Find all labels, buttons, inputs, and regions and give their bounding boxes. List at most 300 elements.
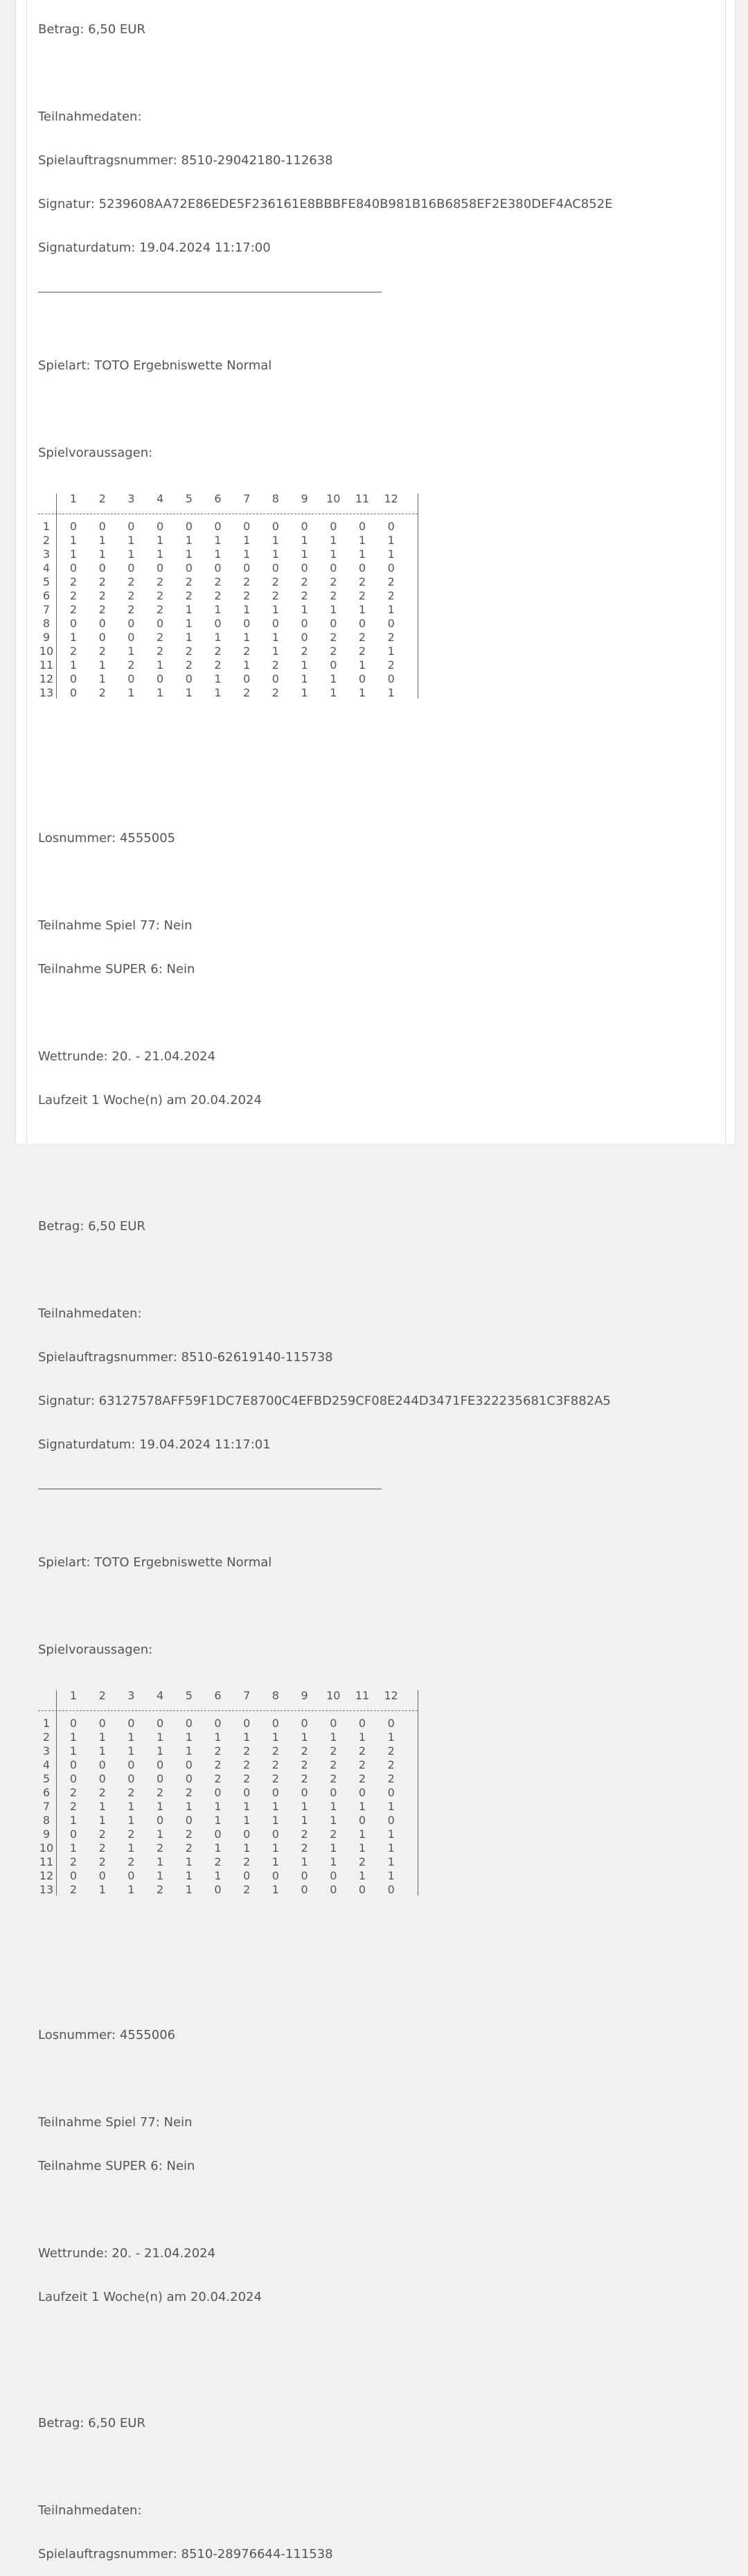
table-left-border [56, 1690, 57, 1895]
table-cell: 2 [157, 575, 164, 588]
table-cell: 0 [358, 1786, 366, 1799]
column-header: 7 [243, 492, 251, 505]
table-cell: 2 [98, 686, 106, 699]
column-header: 2 [98, 492, 106, 505]
row-number: 13 [39, 1883, 54, 1896]
dashed-rule [38, 1710, 418, 1711]
table-row [38, 1717, 426, 1731]
table-cell: 2 [185, 589, 193, 602]
row-number: 2 [42, 1731, 51, 1744]
table-cell: 1 [185, 603, 193, 616]
column-header: 10 [326, 492, 341, 505]
table-cell: 1 [387, 1731, 395, 1744]
table-cell: 1 [127, 534, 135, 547]
table-cell: 0 [214, 617, 222, 630]
column-header: 11 [355, 1689, 370, 1702]
table-cell: 1 [69, 1731, 78, 1744]
table-cell: 1 [301, 658, 308, 672]
column-header: 8 [271, 492, 279, 505]
table-cell: 0 [301, 1717, 308, 1730]
table-row [38, 561, 426, 575]
table-cell: 1 [185, 534, 193, 547]
row-number: 6 [42, 589, 51, 602]
table-cell: 0 [330, 658, 337, 672]
table-cell: 1 [301, 1814, 308, 1827]
table-row [38, 534, 426, 547]
spielart: Spielart: TOTO Ergebniswette Normal [38, 1555, 272, 1570]
table-cell: 2 [243, 645, 251, 658]
table-header-row [38, 1689, 426, 1704]
table-cell: 2 [330, 1772, 337, 1785]
row-number: 10 [39, 645, 54, 658]
table-cell: 1 [271, 603, 279, 616]
table-cell: 1 [358, 658, 366, 672]
table-cell: 0 [69, 617, 78, 630]
table-cell: 2 [358, 645, 366, 658]
table-cell: 0 [157, 561, 164, 575]
spielauftragsnummer: Spielauftragsnummer: 8510-62619140-115738 [38, 1350, 333, 1365]
table-cell: 1 [243, 603, 251, 616]
table-cell: 1 [271, 1800, 279, 1813]
table-row [38, 1869, 426, 1883]
table-cell: 2 [387, 589, 395, 602]
table-cell: 2 [387, 658, 395, 672]
table-row [38, 1772, 426, 1786]
table-cell: 1 [98, 1744, 106, 1758]
table-cell: 2 [69, 603, 78, 616]
row-number: 8 [42, 617, 51, 630]
table-cell: 1 [330, 603, 337, 616]
spiel77-participation: Teilnahme Spiel 77: Nein [38, 918, 193, 933]
table-cell: 1 [271, 534, 279, 547]
table-cell: 1 [157, 547, 164, 561]
table-cell: 2 [243, 1883, 251, 1896]
table-cell: 1 [358, 1828, 366, 1841]
table-cell: 1 [301, 1855, 308, 1868]
table-cell: 1 [127, 1814, 135, 1827]
table-cell: 0 [69, 520, 78, 533]
table-cell: 0 [301, 561, 308, 575]
table-cell: 2 [214, 1744, 222, 1758]
table-cell: 1 [98, 1800, 106, 1813]
table-cell: 1 [127, 1883, 135, 1896]
table-cell: 0 [185, 1772, 193, 1785]
table-row [38, 1814, 426, 1828]
table-cell: 0 [69, 672, 78, 685]
table-cell: 2 [243, 1855, 251, 1868]
table-cell: 2 [271, 575, 279, 588]
table-cell: 1 [243, 1841, 251, 1855]
table-cell: 2 [301, 645, 308, 658]
table-cell: 1 [214, 547, 222, 561]
table-cell: 0 [243, 1786, 251, 1799]
table-cell: 0 [301, 1869, 308, 1882]
losnummer: Losnummer: 4555006 [38, 2028, 176, 2042]
table-cell: 1 [185, 1731, 193, 1744]
table-cell: 2 [98, 589, 106, 602]
table-cell: 0 [358, 1814, 366, 1827]
table-cell: 2 [69, 1883, 78, 1896]
table-cell: 0 [127, 561, 135, 575]
table-cell: 2 [214, 658, 222, 672]
table-cell: 1 [185, 1869, 193, 1882]
column-header: 4 [157, 492, 164, 505]
table-cell: 1 [185, 1883, 193, 1896]
table-rule [38, 507, 426, 520]
table-cell: 0 [185, 1814, 193, 1827]
table-cell: 1 [214, 1800, 222, 1813]
table-cell: 1 [330, 1841, 337, 1855]
table-cell: 2 [243, 1758, 251, 1771]
table-cell: 2 [69, 1855, 78, 1868]
table-cell: 1 [98, 658, 106, 672]
row-number: 5 [42, 575, 51, 588]
table-cell: 2 [127, 1828, 135, 1841]
table-cell: 2 [157, 589, 164, 602]
table-cell: 2 [301, 1744, 308, 1758]
table-cell: 0 [271, 1717, 279, 1730]
table-cell: 0 [358, 672, 366, 685]
table-cell: 0 [330, 1786, 337, 1799]
table-cell: 1 [214, 1814, 222, 1827]
table-cell: 1 [157, 1855, 164, 1868]
table-cell: 0 [387, 561, 395, 575]
table-row [38, 603, 426, 617]
teilnahmedaten-label: Teilnahmedaten: [38, 109, 142, 124]
column-header: 3 [127, 492, 135, 505]
table-cell: 2 [157, 1883, 164, 1896]
table-cell: 2 [330, 1828, 337, 1841]
table-cell: 0 [330, 1717, 337, 1730]
row-number: 4 [42, 561, 51, 575]
row-number: 7 [42, 603, 51, 616]
table-row [38, 1731, 426, 1744]
table-cell: 0 [69, 1717, 78, 1730]
column-header: 9 [301, 1689, 308, 1702]
table-cell: 0 [185, 561, 193, 575]
table-cell: 1 [301, 547, 308, 561]
table-cell: 0 [157, 1772, 164, 1785]
table-cell: 1 [69, 631, 78, 644]
table-cell: 2 [214, 575, 222, 588]
signatur: Signatur: 63127578AFF59F1DC7E8700C4EFBD259CF08E244D3471FE322235681C3F882A5 [38, 1394, 611, 1408]
table-cell: 0 [214, 561, 222, 575]
table-cell: 1 [127, 645, 135, 658]
signaturdatum: Signaturdatum: 19.04.2024 11:17:00 [38, 240, 271, 255]
table-cell: 2 [243, 575, 251, 588]
row-number: 9 [42, 1828, 51, 1841]
table-cell: 1 [185, 617, 193, 630]
table-cell: 0 [387, 1814, 395, 1827]
spielauftragsnummer: Spielauftragsnummer: 8510-29042180-112638 [38, 153, 333, 168]
table-cell: 0 [157, 1814, 164, 1827]
table-cell: 0 [243, 672, 251, 685]
table-cell: 2 [358, 589, 366, 602]
table-cell: 0 [358, 1717, 366, 1730]
table-cell: 2 [387, 1772, 395, 1785]
table-cell: 1 [214, 631, 222, 644]
table-cell: 0 [271, 561, 279, 575]
row-number: 7 [42, 1800, 51, 1813]
row-number: 11 [39, 1855, 54, 1868]
column-header: 2 [98, 1689, 106, 1702]
table-cell: 1 [127, 1744, 135, 1758]
table-cell: 2 [98, 1841, 106, 1855]
table-cell: 1 [98, 1731, 106, 1744]
table-cell: 2 [358, 1758, 366, 1771]
table-cell: 1 [69, 547, 78, 561]
table-row [38, 1855, 426, 1869]
table-cell: 1 [271, 631, 279, 644]
betrag-line: Betrag: 6,50 EUR [38, 1219, 145, 1234]
table-cell: 2 [330, 631, 337, 644]
table-cell: 0 [98, 617, 106, 630]
table-row [38, 547, 426, 561]
table-cell: 2 [69, 645, 78, 658]
table-cell: 1 [243, 631, 251, 644]
table-cell: 2 [330, 575, 337, 588]
table-cell: 1 [69, 1814, 78, 1827]
column-header: 10 [326, 1689, 341, 1702]
losnummer: Losnummer: 4555005 [38, 831, 176, 845]
table-cell: 1 [69, 1744, 78, 1758]
table-cell: 2 [271, 589, 279, 602]
table-cell: 2 [243, 1744, 251, 1758]
table-cell: 0 [214, 1717, 222, 1730]
table-cell: 2 [98, 1828, 106, 1841]
table-cell: 2 [69, 1800, 78, 1813]
table-cell: 0 [271, 617, 279, 630]
teilnahmedaten-label: Teilnahmedaten: [38, 2503, 142, 2518]
table-row [38, 1744, 426, 1758]
table-cell: 1 [127, 1731, 135, 1744]
table-cell: 1 [301, 1731, 308, 1744]
row-number: 4 [42, 1758, 51, 1771]
table-cell: 2 [69, 575, 78, 588]
table-cell: 1 [214, 1869, 222, 1882]
table-cell: 1 [330, 547, 337, 561]
table-cell: 1 [301, 534, 308, 547]
table-cell: 2 [185, 1786, 193, 1799]
table-cell: 0 [243, 520, 251, 533]
table-cell: 0 [271, 672, 279, 685]
table-cell: 2 [387, 1758, 395, 1771]
row-number: 6 [42, 1786, 51, 1799]
table-row [38, 658, 426, 672]
table-cell: 0 [127, 520, 135, 533]
table-cell: 0 [69, 1772, 78, 1785]
table-cell: 2 [98, 645, 106, 658]
table-cell: 1 [214, 534, 222, 547]
table-cell: 0 [157, 672, 164, 685]
table-cell: 0 [185, 520, 193, 533]
row-number: 1 [42, 520, 51, 533]
table-cell: 1 [358, 603, 366, 616]
table-cell: 0 [243, 1869, 251, 1882]
table-cell: 1 [271, 1731, 279, 1744]
table-cell: 0 [358, 1883, 366, 1896]
table-cell: 1 [387, 686, 395, 699]
table-cell: 1 [387, 534, 395, 547]
table-cell: 0 [271, 1869, 279, 1882]
table-cell: 0 [185, 672, 193, 685]
table-cell: 0 [243, 561, 251, 575]
table-row [38, 1800, 426, 1814]
table-cell: 1 [330, 1814, 337, 1827]
laufzeit: Laufzeit 1 Woche(n) am 20.04.2024 [38, 1093, 262, 1107]
column-header: 11 [355, 492, 370, 505]
table-cell: 1 [69, 1841, 78, 1855]
table-cell: 2 [330, 589, 337, 602]
table-cell: 2 [157, 1786, 164, 1799]
table-cell: 1 [243, 547, 251, 561]
table-cell: 2 [243, 686, 251, 699]
table-row [38, 589, 426, 603]
table-cell: 1 [98, 672, 106, 685]
table-rule [38, 1704, 426, 1717]
table-cell: 2 [69, 589, 78, 602]
table-cell: 0 [330, 617, 337, 630]
wettrunde: Wettrunde: 20. - 21.04.2024 [38, 2246, 216, 2261]
table-cell: 1 [330, 1855, 337, 1868]
table-cell: 1 [358, 534, 366, 547]
table-row [38, 1758, 426, 1772]
table-cell: 1 [98, 1883, 106, 1896]
table-cell: 0 [157, 1758, 164, 1771]
table-cell: 2 [127, 1786, 135, 1799]
table-cell: 2 [301, 1841, 308, 1855]
table-cell: 1 [185, 1744, 193, 1758]
table-row [38, 1883, 426, 1897]
table-cell: 1 [214, 1731, 222, 1744]
table-cell: 0 [157, 520, 164, 533]
table-cell: 0 [243, 1717, 251, 1730]
table-cell: 1 [387, 1855, 395, 1868]
table-cell: 2 [98, 575, 106, 588]
row-number: 3 [42, 547, 51, 561]
table-cell: 1 [127, 547, 135, 561]
table-cell: 1 [157, 534, 164, 547]
table-cell: 0 [98, 1869, 106, 1882]
table-cell: 0 [387, 1883, 395, 1896]
laufzeit: Laufzeit 1 Woche(n) am 20.04.2024 [38, 2290, 262, 2304]
table-cell: 1 [69, 534, 78, 547]
table-cell: 0 [157, 617, 164, 630]
spielart: Spielart: TOTO Ergebniswette Normal [38, 358, 272, 373]
table-cell: 2 [330, 1744, 337, 1758]
table-cell: 2 [185, 1841, 193, 1855]
table-cell: 0 [214, 1828, 222, 1841]
table-cell: 2 [301, 1758, 308, 1771]
table-cell: 1 [214, 686, 222, 699]
table-cell: 1 [358, 1869, 366, 1882]
table-cell: 2 [358, 1744, 366, 1758]
table-cell: 1 [358, 547, 366, 561]
table-cell: 0 [301, 1883, 308, 1896]
table-cell: 1 [214, 1841, 222, 1855]
table-cell: 1 [185, 631, 193, 644]
table-cell: 0 [98, 561, 106, 575]
table-cell: 2 [387, 575, 395, 588]
column-header: 3 [127, 1689, 135, 1702]
table-cell: 1 [157, 1744, 164, 1758]
table-cell: 2 [301, 1828, 308, 1841]
table-cell: 0 [214, 520, 222, 533]
table-cell: 2 [358, 1855, 366, 1868]
table-cell: 0 [98, 1758, 106, 1771]
table-cell: 0 [301, 631, 308, 644]
table-cell: 2 [271, 1744, 279, 1758]
table-cell: 1 [214, 672, 222, 685]
table-row [38, 575, 426, 589]
table-cell: 1 [157, 658, 164, 672]
table-cell: 1 [271, 645, 279, 658]
table-cell: 1 [185, 686, 193, 699]
column-header: 5 [185, 1689, 193, 1702]
table-cell: 2 [387, 1744, 395, 1758]
table-cell: 2 [157, 645, 164, 658]
table-cell: 1 [98, 1814, 106, 1827]
ticket-text [38, 0, 717, 2576]
table-header-row [38, 492, 426, 507]
table-cell: 0 [330, 1869, 337, 1882]
column-header: 12 [384, 1689, 398, 1702]
table-cell: 0 [127, 1758, 135, 1771]
table-cell: 2 [243, 1772, 251, 1785]
table-cell: 2 [271, 1758, 279, 1771]
table-cell: 0 [358, 617, 366, 630]
table-cell: 0 [214, 1883, 222, 1896]
table-cell: 0 [69, 1758, 78, 1771]
column-header: 9 [301, 492, 308, 505]
table-cell: 0 [69, 561, 78, 575]
table-cell: 2 [98, 603, 106, 616]
betrag-line: Betrag: 6,50 EUR [38, 2416, 145, 2430]
table-cell: 2 [157, 1841, 164, 1855]
super6-participation: Teilnahme SUPER 6: Nein [38, 962, 195, 976]
table-cell: 0 [243, 1828, 251, 1841]
table-cell: 2 [271, 686, 279, 699]
table-cell: 2 [69, 1786, 78, 1799]
spielauftragsnummer: Spielauftragsnummer: 8510-28976644-111538 [38, 2547, 333, 2561]
super6-participation: Teilnahme SUPER 6: Nein [38, 2159, 195, 2173]
table-cell: 1 [271, 547, 279, 561]
row-number: 5 [42, 1772, 51, 1785]
table-row [38, 520, 426, 534]
table-cell: 0 [69, 1828, 78, 1841]
table-cell: 2 [301, 575, 308, 588]
table-cell: 1 [358, 686, 366, 699]
column-header: 6 [214, 492, 222, 505]
row-number: 3 [42, 1744, 51, 1758]
table-row [38, 1841, 426, 1855]
table-cell: 1 [271, 1841, 279, 1855]
table-cell: 1 [387, 1800, 395, 1813]
table-cell: 1 [98, 547, 106, 561]
table-cell: 1 [387, 645, 395, 658]
table-cell: 0 [301, 520, 308, 533]
table-cell: 2 [214, 589, 222, 602]
spiel77-participation: Teilnahme Spiel 77: Nein [38, 2115, 193, 2130]
table-cell: 0 [127, 617, 135, 630]
table-cell: 2 [185, 658, 193, 672]
table-cell: 2 [214, 1855, 222, 1868]
table-cell: 0 [271, 520, 279, 533]
table-cell: 2 [185, 575, 193, 588]
table-cell: 1 [301, 672, 308, 685]
table-cell: 2 [185, 1828, 193, 1841]
table-cell: 1 [301, 1800, 308, 1813]
